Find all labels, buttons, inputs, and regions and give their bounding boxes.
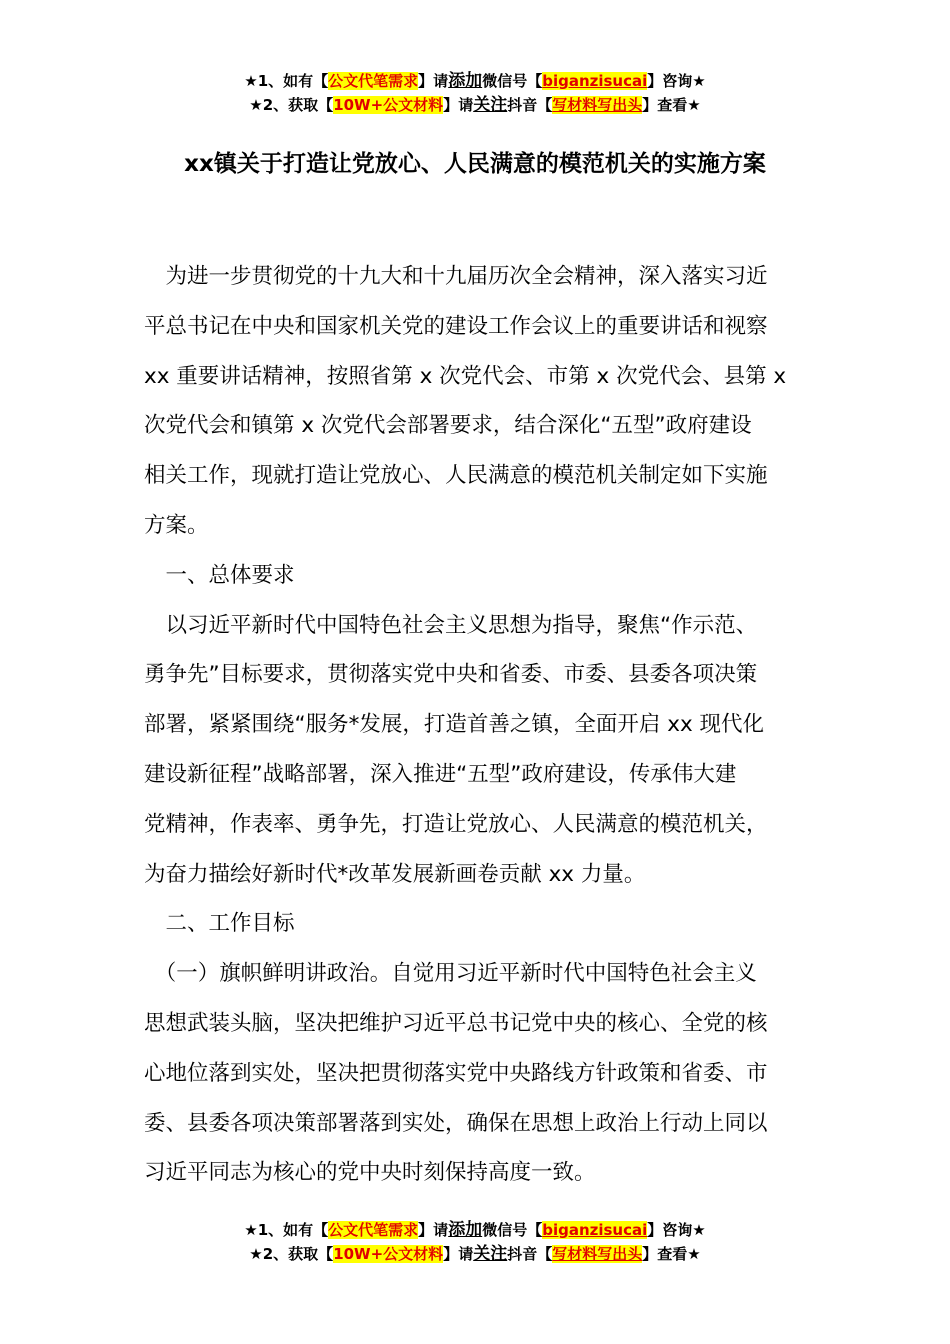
ad-line-2 xyxy=(0,93,950,117)
text-line: 建设新征程”战略部署，深入推进“五型”政府建设，传承伟大建 xyxy=(144,761,737,787)
text-line: 习近平同志为核心的党中央时刻保持高度一致。 xyxy=(144,1160,596,1186)
ad-text: 抖音【 xyxy=(507,1245,553,1263)
text-line: 方案。 xyxy=(144,512,209,538)
text-line: 思想武装头脑，坚决把维护习近平总书记党中央的核心、全党的核 xyxy=(144,1010,768,1036)
ad-highlight: 写材料写出头 xyxy=(552,96,643,114)
ad-header xyxy=(0,69,950,117)
ad-text: 】请 xyxy=(418,1221,449,1239)
text-line: 委、县委各项决策部署落到实处，确保在思想上政治上行动上同以 xyxy=(144,1110,768,1136)
ad-highlight: biganzisucai xyxy=(542,1221,648,1239)
text-line: 平总书记在中央和国家机关党的建设工作会议上的重要讲话和视察 xyxy=(144,313,768,339)
ad-highlight: 10W+公文材料 xyxy=(333,1245,444,1263)
text-line: 为奋力描绘好新时代*改革发展新画卷贡献 xx 力量。 xyxy=(144,861,646,887)
ad-text: 微信号【 xyxy=(482,72,543,90)
ad-text: 】咨询★ xyxy=(647,1221,706,1239)
ad-text: 添加 xyxy=(448,1220,483,1240)
ad-text: 】查看★ xyxy=(642,1245,701,1263)
ad-text: 关注 xyxy=(473,1244,508,1264)
text-line: （一）旗帜鲜明讲政治。自觉用习近平新时代中国特色社会主义 xyxy=(144,961,757,987)
ad-text: 抖音【 xyxy=(507,96,553,114)
ad-text: 添加 xyxy=(448,71,483,91)
ad-text: ★2、获取【 xyxy=(249,96,334,114)
text-line: 一、总体要求 xyxy=(144,562,295,588)
text-line: 二、工作目标 xyxy=(144,911,295,937)
document-title: xx镇关于打造让党放心、人民满意的模范机关的实施方案 xyxy=(184,151,766,177)
ad-highlight: biganzisucai xyxy=(542,72,648,90)
ad-text: 】查看★ xyxy=(642,96,701,114)
text-line: 以习近平新时代中国特色社会主义思想为指导，聚焦“作示范、 xyxy=(144,612,758,638)
text-line: xx 重要讲话精神，按照省第 x 次党代会、市第 x 次党代会、县第 x xyxy=(144,363,787,389)
ad-text: ★1、如有【 xyxy=(244,1221,329,1239)
ad-line-1 xyxy=(0,1218,950,1242)
ad-highlight: 公文代笔需求 xyxy=(328,1221,419,1239)
ad-text: 】咨询★ xyxy=(647,72,706,90)
ad-text: ★1、如有【 xyxy=(244,72,329,90)
text-line: 次党代会和镇第 x 次党代会部署要求，结合深化“五型”政府建设 xyxy=(144,413,752,439)
ad-text: 微信号【 xyxy=(482,1221,543,1239)
text-line: 部署，紧紧围绕“服务*发展，打造首善之镇，全面开启 xx 现代化 xyxy=(144,712,765,738)
ad-footer xyxy=(0,1218,950,1266)
document-body xyxy=(144,252,814,1198)
ad-text: ★2、获取【 xyxy=(249,1245,334,1263)
text-line: 相关工作，现就打造让党放心、人民满意的模范机关制定如下实施 xyxy=(144,463,768,489)
text-line: 党精神，作表率、勇争先，打造让党放心、人民满意的模范机关， xyxy=(144,811,768,837)
ad-line-2 xyxy=(0,1242,950,1266)
ad-highlight: 10W+公文材料 xyxy=(333,96,444,114)
ad-highlight: 写材料写出头 xyxy=(552,1245,643,1263)
ad-text: 】请 xyxy=(418,72,449,90)
text-line: 心地位落到实处，坚决把贯彻落实党中央路线方针政策和省委、市 xyxy=(144,1060,768,1086)
ad-highlight: 公文代笔需求 xyxy=(328,72,419,90)
text-line: 勇争先”目标要求，贯彻落实党中央和省委、市委、县委各项决策 xyxy=(144,662,758,688)
text-line: 为进一步贯彻党的十九大和十九届历次全会精神，深入落实习近 xyxy=(144,264,768,289)
ad-text: 关注 xyxy=(473,95,508,115)
ad-text: 】请 xyxy=(443,1245,474,1263)
ad-text: 】请 xyxy=(443,96,474,114)
ad-line-1 xyxy=(0,69,950,93)
